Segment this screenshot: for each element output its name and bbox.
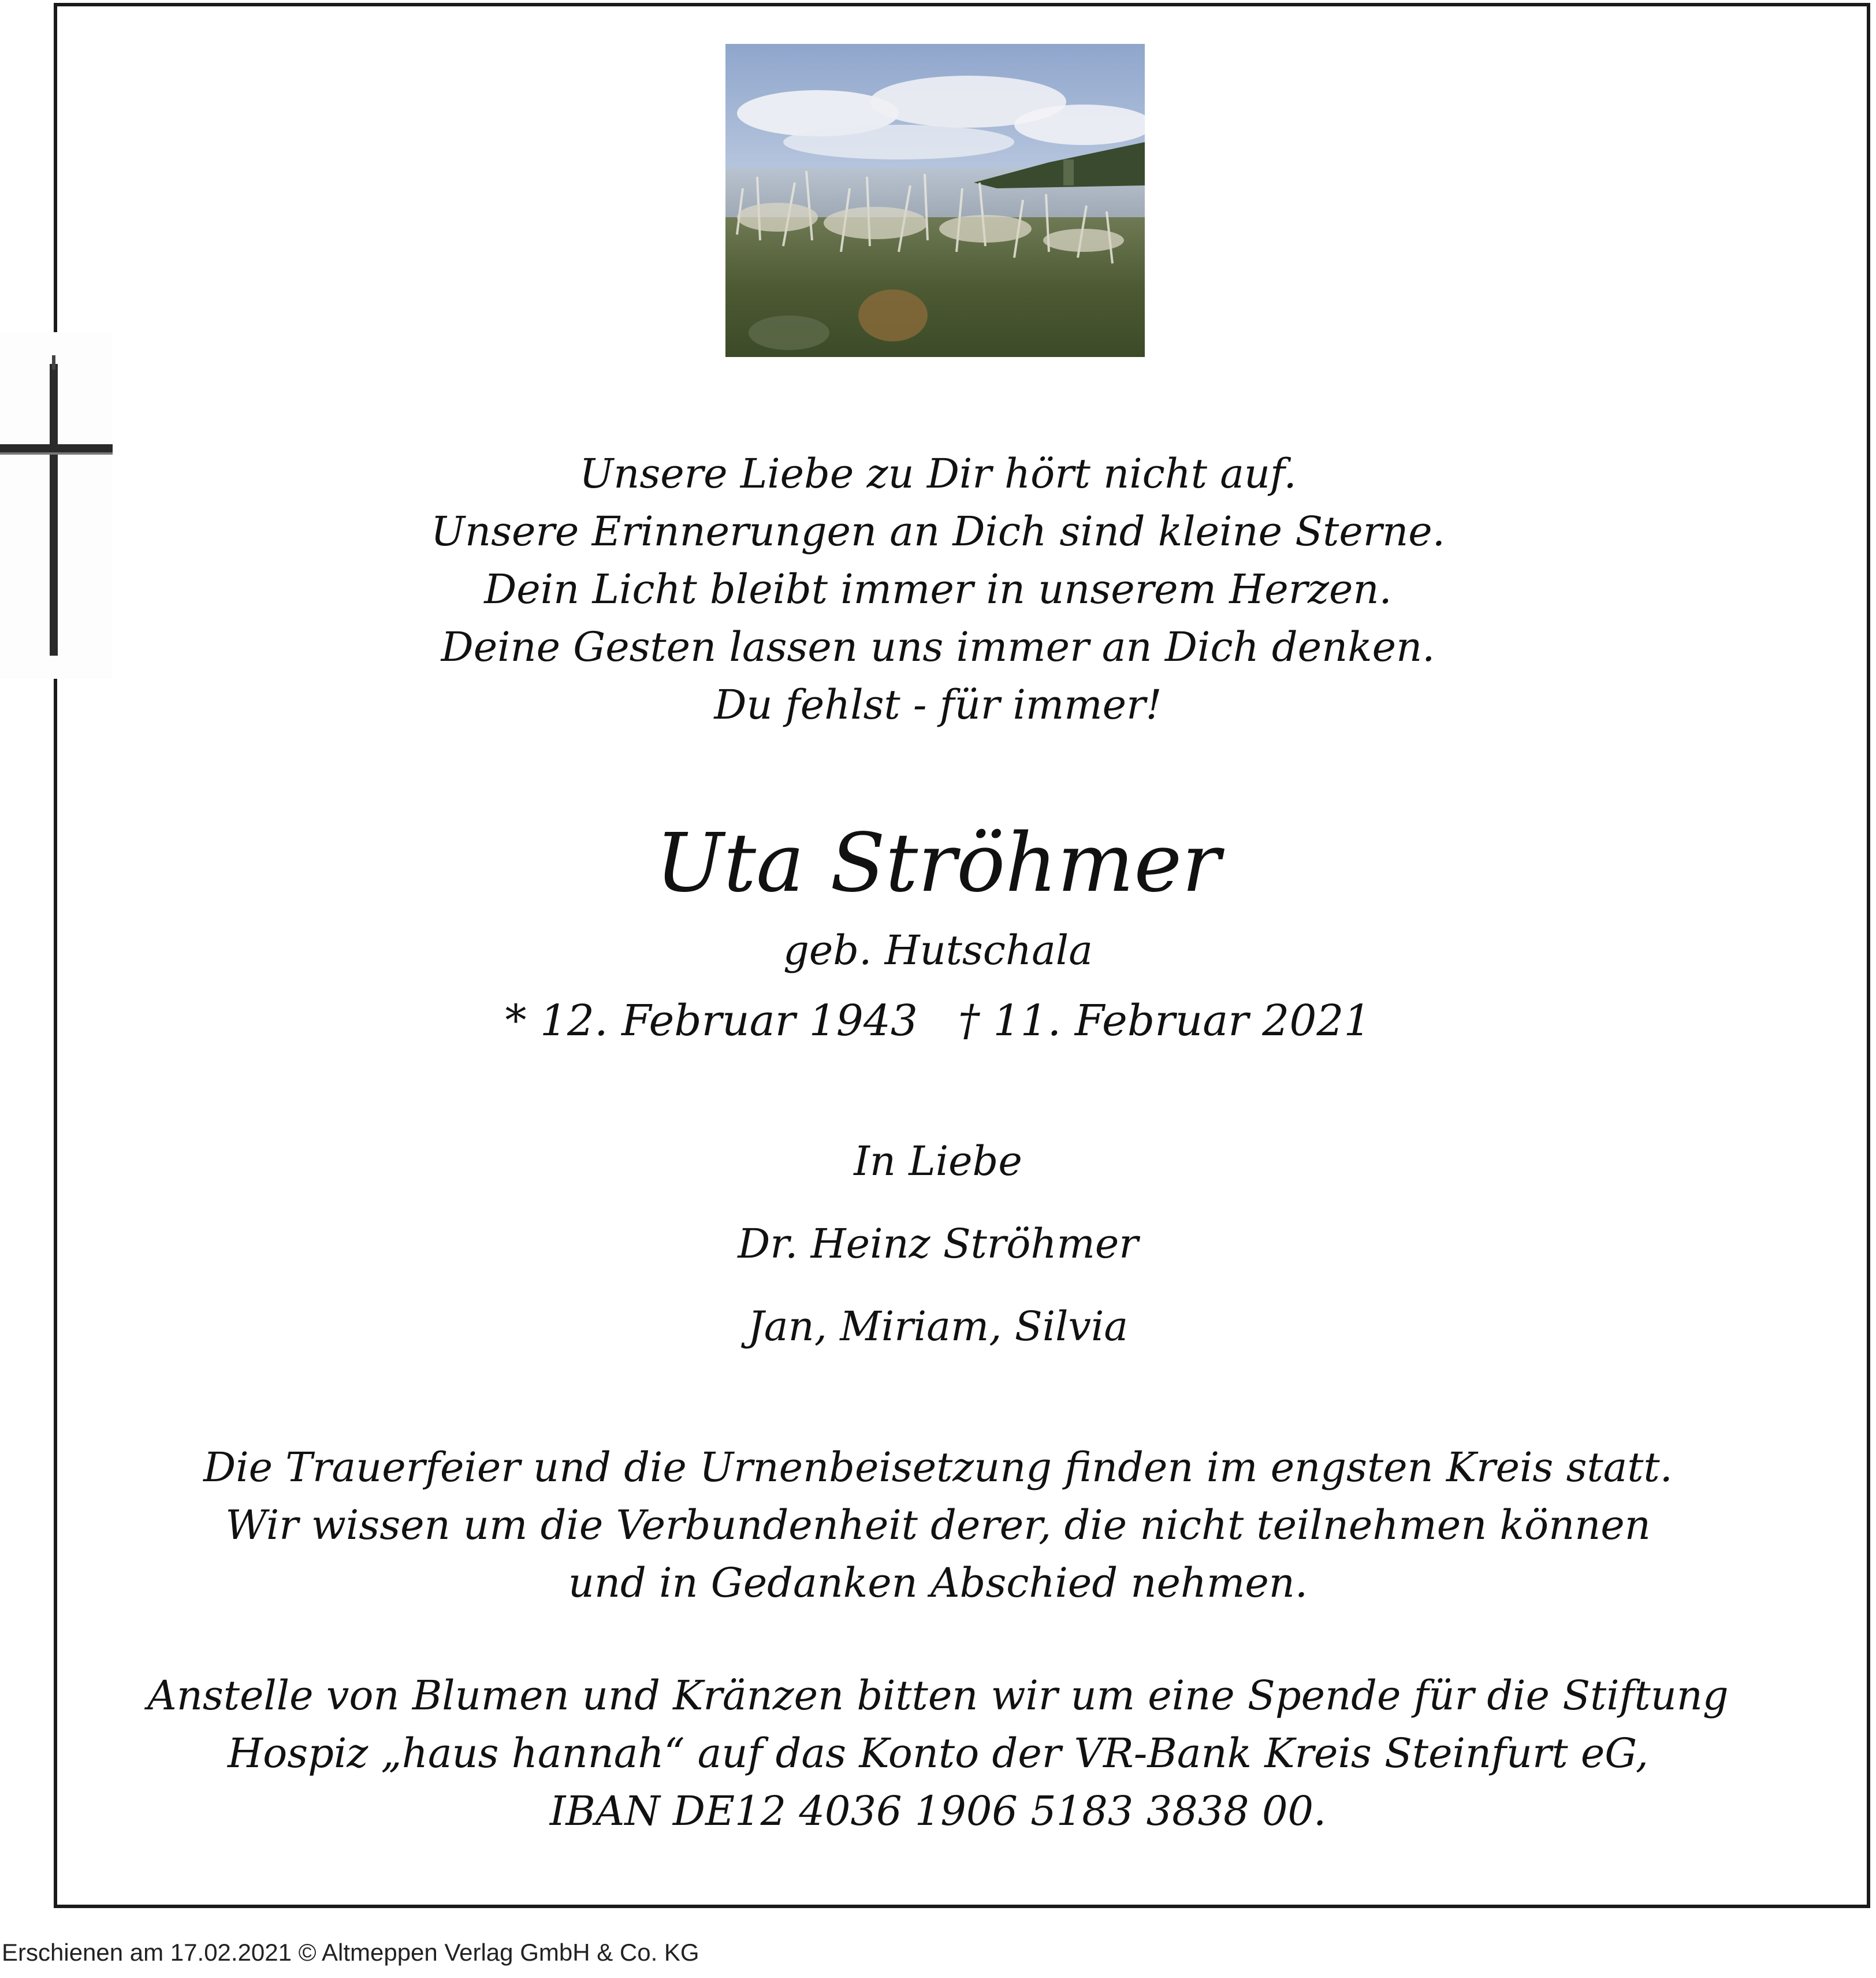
poem-line: Dein Licht bleibt immer in unserem Herzen.	[484, 566, 1392, 613]
mourner-children: Jan, Miriam, Silvia	[747, 1303, 1129, 1350]
deceased-name: Uta Ströhmer	[655, 816, 1221, 910]
lake-landscape-painting	[725, 44, 1145, 357]
poem-line: Unsere Erinnerungen an Dich sind kleine Sterne.	[431, 508, 1445, 555]
mourners-intro: In Liebe	[854, 1137, 1022, 1185]
poem-line: Deine Gesten lassen uns immer an Dich denken.	[441, 623, 1435, 671]
notice-line: Die Trauerfeier und die Urnenbeisetzung finden im engsten Kreis statt.	[203, 1444, 1673, 1491]
memorial-poem	[0, 445, 1876, 734]
donation-request	[0, 1667, 1876, 1840]
maiden-name: geb. Hutschala	[783, 927, 1093, 974]
death-date: † 11. Februar 2021	[958, 996, 1371, 1046]
donation-line: Anstelle von Blumen und Kränzen bitten wir um eine Spende für die Stiftung	[147, 1672, 1729, 1719]
life-dates	[0, 989, 1876, 1053]
donation-line: IBAN DE12 4036 1906 5183 3838 00.	[549, 1787, 1327, 1835]
notice-line: und in Gedanken Abschied nehmen.	[568, 1559, 1308, 1607]
donation-line: Hospiz „haus hannah“ auf das Konto der VR-Bank Kreis Steinfurt eG,	[228, 1730, 1648, 1777]
mourner-spouse: Dr. Heinz Ströhmer	[738, 1220, 1138, 1267]
funeral-notice	[0, 1438, 1876, 1612]
poem-line: Unsere Liebe zu Dir hört nicht auf.	[579, 450, 1297, 497]
notice-line: Wir wissen um die Verbundenheit derer, die nicht teilnehmen können	[225, 1501, 1651, 1549]
publication-footer: Erschienen am 17.02.2021 © Altmeppen Verlag GmbH & Co. KG	[2, 1939, 699, 1966]
poem-line: Du fehlst - für immer!	[714, 681, 1162, 728]
birth-date: * 12. Februar 1943	[505, 996, 918, 1046]
